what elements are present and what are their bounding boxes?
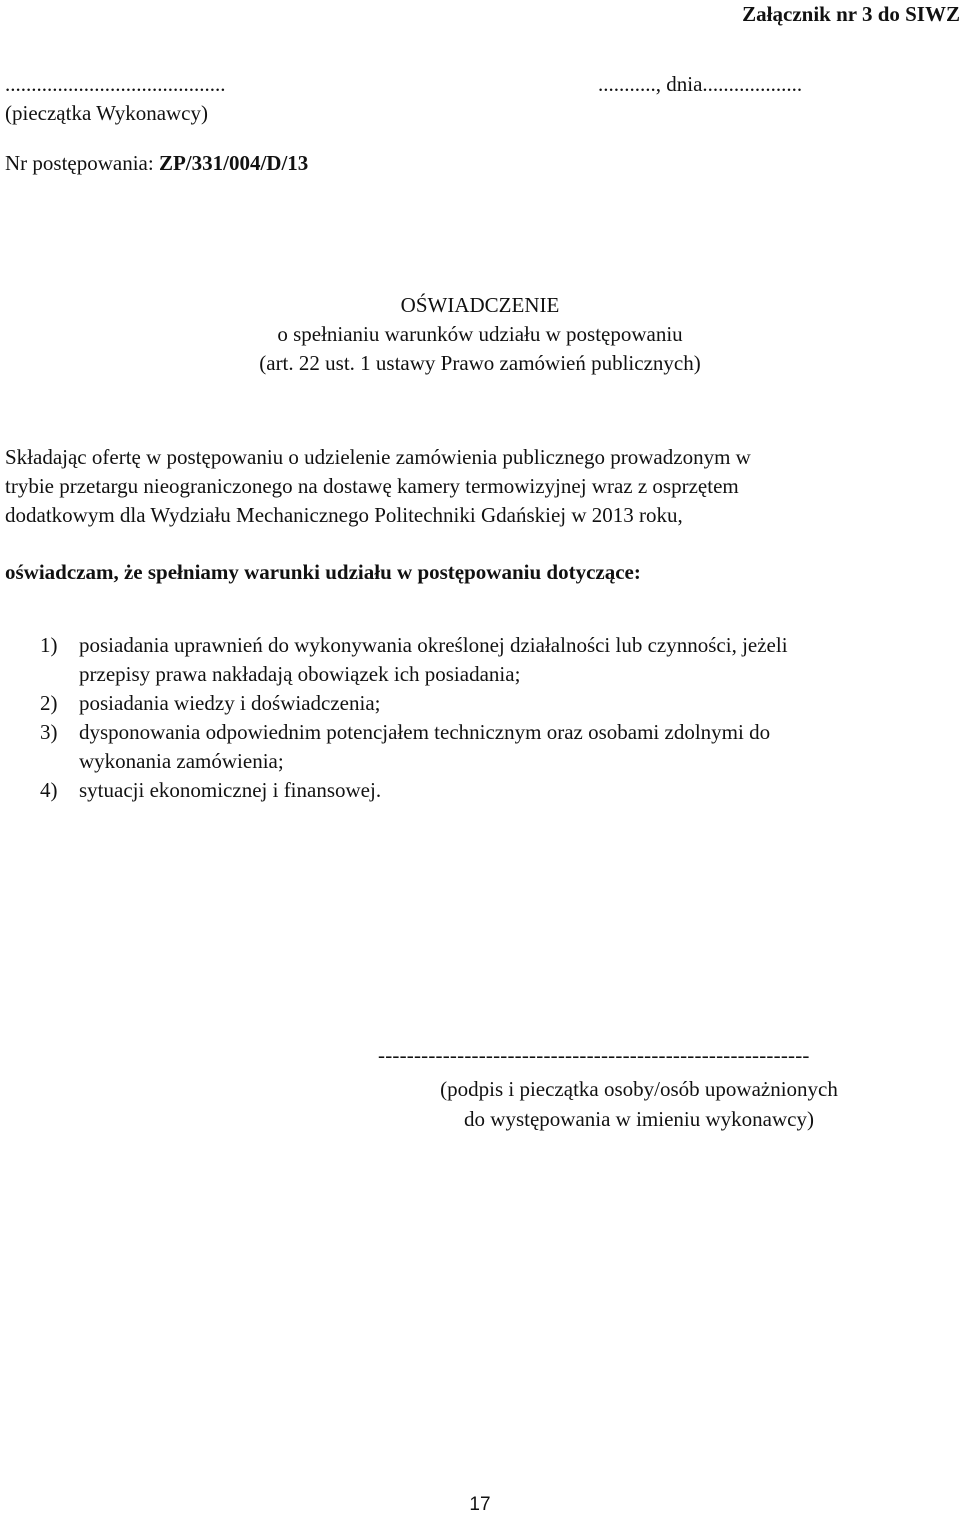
intro-line-2: trybie przetargu nieograniczonego na dostawę kamery termowizyjnej wraz z osprzętem: [5, 474, 739, 498]
intro-paragraph: [5, 443, 955, 530]
page-number: 17: [469, 1494, 491, 1515]
list-item-text: [79, 631, 788, 689]
list-item: [40, 689, 955, 718]
list-item-number: 3): [40, 720, 58, 744]
list-item-line: dysponowania odpowiednim potencjałem technicznym oraz osobami zdolnymi do: [79, 720, 771, 744]
appendix-label: Załącznik nr 3 do SIWZ: [742, 2, 960, 26]
case-number: [5, 153, 308, 174]
title-line-1: OŚWIADCZENIE: [400, 293, 560, 317]
list-item-text: posiadania wiedzy i doświadczenia;: [79, 691, 381, 715]
list-item-line: posiadania uprawnień do wykonywania określonej działalności lub czynności, jeżeli: [79, 633, 788, 657]
list-item-number: 2): [40, 691, 58, 715]
intro-line-3: dodatkowym dla Wydziału Mechanicznego Politechniki Gdańskiej w 2013 roku,: [5, 503, 683, 527]
list-item-text: sytuacji ekonomicznej i finansowej.: [79, 778, 382, 802]
case-number-label: Nr postępowania:: [5, 151, 159, 175]
list-item-text: [79, 718, 770, 776]
declaration-statement: oświadczam, że spełniamy warunki udziału w postępowaniu dotyczące:: [5, 560, 641, 584]
conditions-list: [40, 631, 955, 805]
date-placeholder: ..........., dnia...................: [598, 72, 803, 96]
title-line-3: (art. 22 ust. 1 ustawy Prawo zamówień publicznych): [259, 351, 701, 375]
signature-caption-line-1: (podpis i pieczątka osoby/osób upoważnionych: [440, 1077, 838, 1101]
list-item-line: wykonania zamówienia;: [79, 749, 284, 773]
stamp-placeholder-dots: ..........................................: [5, 72, 226, 96]
intro-line-1: Składając ofertę w postępowaniu o udzielenie zamówienia publicznego prowadzonym w: [5, 445, 751, 469]
signature-caption-line-2: do występowania w imieniu wykonawcy): [464, 1107, 814, 1131]
title-line-2: o spełnianiu warunków udziału w postępowaniu: [277, 322, 683, 346]
signature-caption: [369, 1074, 909, 1134]
signature-line: ------------------------------------------------------------: [378, 1043, 810, 1067]
list-item-number: 1): [40, 633, 58, 657]
list-item: [40, 776, 955, 805]
list-item: [40, 718, 955, 776]
stamp-label: (pieczątka Wykonawcy): [5, 101, 208, 125]
case-number-value: ZP/331/004/D/13: [158, 151, 309, 175]
document-title: [190, 291, 770, 378]
list-item: [40, 631, 955, 689]
list-item-line: przepisy prawa nakładają obowiązek ich posiadania;: [79, 662, 521, 686]
list-item-number: 4): [40, 778, 58, 802]
